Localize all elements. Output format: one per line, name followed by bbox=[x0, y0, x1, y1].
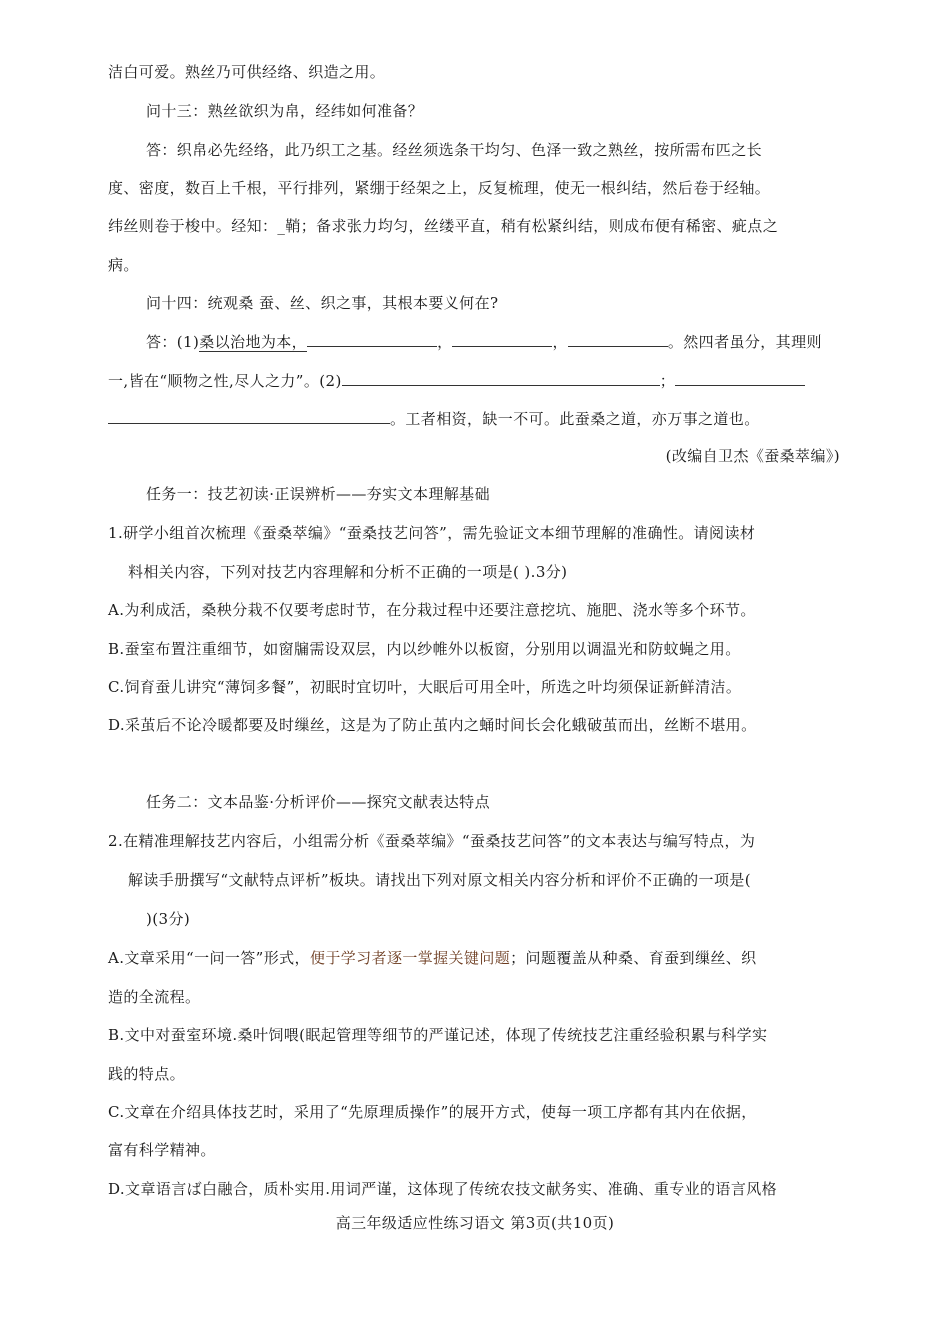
option-b: B.蚕室布置注重细节，如窗牖需设双层，内以纱帷外以板窗，分别用以调温光和防蚊蝇之用。 bbox=[108, 640, 741, 658]
option-d: D.采茧后不论冷暖都要及时缫丝，这是为了防止茧内之蛹时间长会化蛾破茧而出，丝断不堪用。 bbox=[108, 716, 757, 734]
answer-blank[interactable] bbox=[307, 331, 437, 347]
answer-13-line: 纬丝则卷于梭中。经知：_鞘；备求张力均匀，丝缕平直，稍有松紧纠结，则成布便有稀密、疵点之 bbox=[108, 217, 779, 235]
task1-heading: 任务一：技艺初读·正误辨析——夯实文本理解基础 bbox=[146, 485, 490, 503]
question-2-line: 2.在精准理解技艺内容后，小组需分析《蚕桑萃编》“蚕桑技艺问答”的文本表达与编写特点，为 bbox=[108, 832, 756, 850]
answer-14-line3-suffix: 。工者相资，缺一不可。此蚕桑之道，亦万事之道也。 bbox=[390, 410, 760, 428]
option-a-line1 bbox=[108, 948, 757, 968]
page-footer: 高三年级适应性练习语文 第3页(共10页) bbox=[335, 1214, 615, 1232]
question-2-line: )(3分) bbox=[146, 910, 191, 928]
option-c-line2: 富有科学精神。 bbox=[108, 1141, 216, 1159]
question-1-line: 1.研学小组首次梳理《蚕桑萃编》“蚕桑技艺问答”，需先验证文本细节理解的准确性。请阅读材 bbox=[108, 524, 756, 542]
answer-13-line: 病。 bbox=[108, 256, 139, 274]
answer-comma: ， bbox=[437, 333, 453, 351]
task2-heading: 任务二：文本品鉴·分析评价——探究文献表达特点 bbox=[146, 793, 490, 811]
option-a: A.为利成活，桑秧分栽不仅要考虑时节，在分栽过程中还要注意挖坑、施肥、浇水等多个环节。 bbox=[108, 601, 756, 619]
answer-blank[interactable] bbox=[452, 331, 552, 347]
question-14: 问十四：统观桑 蚕、丝、织之事，其根本要义何在? bbox=[146, 294, 499, 312]
option-c: C.饲育蚕儿讲究“薄饲多餐”，初眠时宜切叶，大眠后可用全叶，所选之叶均须保证新鲜清洁。 bbox=[108, 678, 742, 696]
option-b-line1: B.文中对蚕室环境.桑叶饲喂(眠起管理等细节的严谨记述，体现了传统技艺注重经验积累与科学实 bbox=[108, 1026, 768, 1044]
option-a-highlight: 便于学习者逐一掌握关键问题 bbox=[309, 949, 511, 967]
answer-blank[interactable] bbox=[108, 408, 390, 424]
answer-13-line: 度、密度，数百上千根，平行排列，紧绷于经架之上，反复梳理，使无一根纠结，然后卷于经轴。 bbox=[108, 179, 771, 197]
option-d-line1: D.文章语言ば白融合，质朴实用.用词严谨，这体现了传统农技文献务实、准确、重专业的语言风格 bbox=[108, 1180, 778, 1198]
answer-14-line1 bbox=[146, 331, 822, 352]
answer-blank[interactable] bbox=[568, 331, 668, 347]
question-1-line: 料相关内容，下列对技艺内容理解和分析不正确的一项是( ).3分) bbox=[128, 563, 568, 581]
answer-blank[interactable] bbox=[675, 370, 805, 386]
answer-14-line2 bbox=[108, 370, 805, 391]
option-a-prefix: A.文章采用“一问一答”形式， bbox=[108, 949, 310, 967]
option-c-line1: C.文章在介绍具体技艺时，采用了“先原理质操作”的展开方式，使每一项工序都有其内在依据， bbox=[108, 1103, 757, 1121]
answer-14-line2-prefix: 一,皆在“顺物之性,尽人之力”。(2) bbox=[108, 372, 342, 390]
answer-comma: ， bbox=[552, 333, 568, 351]
question-13: 问十三：熟丝欲织为帛，经纬如何准备？ bbox=[146, 102, 424, 120]
question-2-line: 解读手册撰写“文献特点评析”板块。请找出下列对原文相关内容分析和评价不正确的一项是( bbox=[128, 871, 751, 889]
answer-14-line3 bbox=[108, 408, 760, 429]
answer-semicolon: ； bbox=[659, 372, 676, 390]
source-citation: (改编自卫杰《蚕桑萃编》) bbox=[665, 447, 840, 465]
answer-14-filled: 桑以治地为本， bbox=[199, 333, 308, 351]
answer-blank[interactable] bbox=[342, 370, 660, 386]
answer-14-prefix: 答：(1) bbox=[146, 333, 200, 351]
option-b-line2: 践的特点。 bbox=[108, 1065, 186, 1083]
passage-line: 洁白可爱。熟丝乃可供经络、织造之用。 bbox=[108, 63, 386, 81]
answer-13-line: 答：织帛必先经络，此乃织工之基。经丝须选条干均匀、色泽一致之熟丝，按所需布匹之长 bbox=[146, 141, 763, 159]
answer-14-after: 。然四者虽分，其理则 bbox=[667, 333, 822, 351]
option-a-suffix: ；问题覆盖从种桑、育蚕到缫丝、织 bbox=[510, 949, 757, 967]
option-a-line2: 造的全流程。 bbox=[108, 988, 201, 1006]
